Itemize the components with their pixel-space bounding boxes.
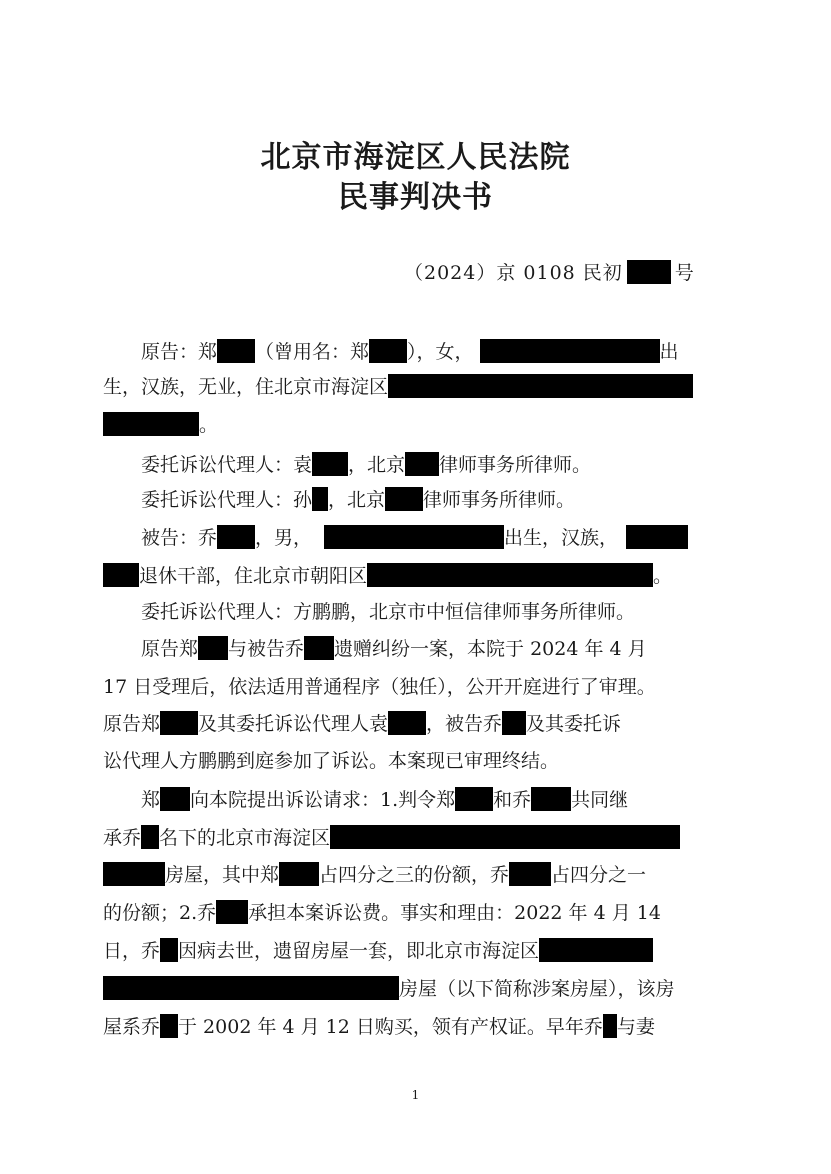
text: ，男，	[255, 527, 313, 549]
text-line	[103, 450, 731, 480]
text-line	[103, 523, 731, 553]
text: ，北京	[328, 489, 386, 511]
text: 承乔	[103, 827, 142, 849]
redaction	[160, 787, 190, 811]
text-line	[103, 898, 731, 928]
redaction	[509, 862, 551, 886]
text-line	[103, 372, 731, 402]
text-line	[103, 337, 731, 367]
page-number: 1	[411, 1088, 420, 1102]
text: 的份额；2.乔	[103, 902, 217, 924]
text: 与妻	[616, 1016, 655, 1038]
text: 日，乔	[103, 940, 161, 962]
text: 委托诉讼代理人：孙	[141, 489, 313, 511]
redaction	[369, 339, 407, 363]
redaction	[603, 1014, 617, 1038]
text-line	[103, 561, 731, 591]
redaction	[279, 862, 319, 886]
redaction	[198, 636, 228, 660]
text-line	[103, 485, 731, 515]
redaction	[455, 787, 493, 811]
redaction	[160, 711, 198, 735]
text: 律师事务所律师。	[423, 489, 576, 511]
text: 原告：郑	[141, 341, 218, 363]
text-line	[103, 1012, 731, 1042]
court-name: 北京市海淀区人民法院	[260, 140, 571, 175]
redaction	[405, 452, 439, 476]
redaction	[103, 862, 165, 886]
text: 出生，汉族，	[504, 527, 619, 549]
text: （曾用名：郑	[255, 341, 370, 363]
text: 委托诉讼代理人：袁	[141, 454, 313, 476]
text: 遗赠纠纷一案，本院于 2024 年 4 月	[334, 638, 647, 660]
redaction	[502, 711, 526, 735]
redaction	[304, 636, 334, 660]
redaction	[388, 711, 426, 735]
text: 郑	[141, 789, 161, 811]
case-number-prefix: （2024）京 0108 民初	[404, 262, 623, 284]
text: 及其委托诉	[526, 713, 622, 735]
document-type: 民事判决书	[338, 180, 493, 215]
redaction	[217, 525, 255, 549]
text-line	[103, 709, 731, 739]
redaction	[531, 787, 571, 811]
text: 律师事务所律师。	[439, 454, 592, 476]
text: 退休干部，住北京市朝阳区	[139, 565, 368, 587]
redaction	[626, 525, 688, 549]
text: 占四分之一	[551, 864, 647, 886]
text-line	[103, 974, 731, 1004]
text: 于 2002 年 4 月 12 日购买，领有产权证。早年乔	[178, 1016, 603, 1038]
redaction	[160, 1014, 178, 1038]
text-line	[103, 823, 731, 853]
redaction	[312, 452, 348, 476]
redaction	[367, 563, 653, 587]
redaction	[312, 487, 328, 511]
text: 原告郑	[141, 638, 199, 660]
text: 。	[199, 414, 219, 436]
text: 名下的北京市海淀区	[159, 827, 331, 849]
text-line	[103, 860, 731, 890]
text: 因病去世，遗留房屋一套，即北京市海淀区	[178, 940, 540, 962]
case-number-suffix: 号	[674, 262, 695, 284]
redaction	[385, 487, 423, 511]
text: 生，汉族，无业，住北京市海淀区	[103, 376, 389, 398]
text: 委托诉讼代理人：方鹏鹏，北京市中恒信律师事务所律师。	[141, 601, 636, 623]
text: 屋系乔	[103, 1016, 161, 1038]
text: 房屋，其中郑	[165, 864, 280, 886]
redaction	[160, 938, 178, 962]
redaction	[388, 374, 693, 398]
redaction	[103, 412, 199, 436]
text: 占四分之三的份额，乔	[319, 864, 510, 886]
redaction	[539, 938, 653, 962]
text-line	[103, 634, 731, 664]
text: 共同继	[571, 789, 629, 811]
text: 原告郑	[103, 713, 161, 735]
text-line	[103, 672, 731, 702]
redaction	[324, 525, 504, 549]
case-number	[404, 258, 695, 285]
text: ），女，	[407, 341, 474, 363]
redaction	[330, 825, 680, 849]
text-line	[103, 410, 731, 440]
text: ，北京	[348, 454, 406, 476]
text: 17 日受理后，依法适用普通程序（独任），公开开庭进行了审理。	[103, 676, 656, 698]
text: 讼代理人方鹏鹏到庭参加了诉讼。本案现已审理终结。	[103, 750, 560, 772]
text-line	[103, 746, 731, 776]
text: 出	[659, 341, 679, 363]
text: ，被告乔	[426, 713, 503, 735]
redaction	[480, 339, 660, 363]
text: 向本院提出诉讼请求：1.判令郑	[190, 789, 456, 811]
redaction	[103, 976, 399, 1000]
text: 与被告乔	[228, 638, 305, 660]
text-line	[103, 597, 731, 627]
text: 房屋（以下简称涉案房屋），该房	[399, 978, 675, 1000]
text: 。	[653, 565, 673, 587]
redaction	[141, 825, 159, 849]
text: 及其委托诉讼代理人袁	[198, 713, 389, 735]
text-line	[103, 785, 731, 815]
text: 承担本案诉讼费。事实和理由：2022 年 4 月 14	[248, 902, 661, 924]
text: 被告：乔	[141, 527, 218, 549]
text: 和乔	[493, 789, 532, 811]
redaction	[627, 260, 671, 284]
text-line	[103, 936, 731, 966]
redaction	[217, 339, 255, 363]
redaction	[103, 563, 139, 587]
redaction	[216, 900, 248, 924]
